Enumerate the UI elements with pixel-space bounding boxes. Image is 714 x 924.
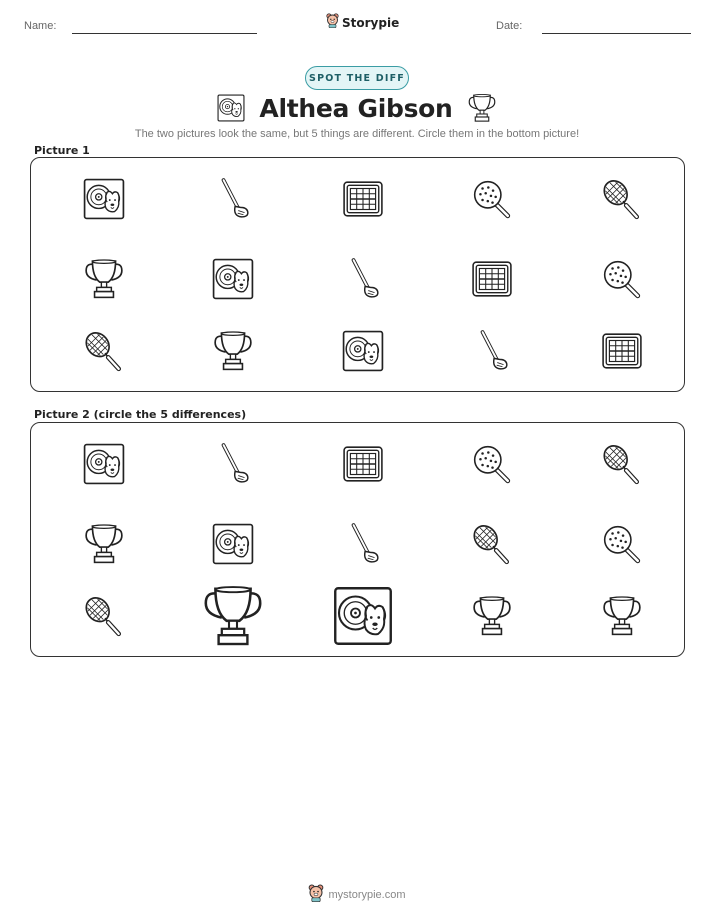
- golf-club-icon[interactable]: [212, 443, 254, 485]
- record-icon[interactable]: [83, 443, 125, 485]
- trophy-icon[interactable]: [83, 523, 125, 565]
- name-label: Name:: [24, 20, 57, 32]
- trophy-icon[interactable]: [471, 595, 513, 637]
- golf-club-icon[interactable]: [342, 258, 384, 300]
- page-title: Althea Gibson: [259, 93, 453, 123]
- bear-logo-icon: [326, 13, 339, 32]
- trophy-icon[interactable]: [83, 258, 125, 300]
- paddle-icon[interactable]: [471, 443, 513, 485]
- picture-1-panel: [30, 157, 685, 392]
- tennis-court-icon[interactable]: [601, 330, 643, 372]
- paddle-icon[interactable]: [601, 258, 643, 300]
- record-title-icon: [217, 94, 245, 122]
- instructions: The two pictures look the same, but 5 things are different. Circle them in the bottom picture!: [134, 128, 580, 140]
- trophy-icon[interactable]: [212, 330, 254, 372]
- trophy-icon[interactable]: [601, 595, 643, 637]
- date-line[interactable]: [542, 33, 691, 34]
- record-icon[interactable]: [212, 258, 254, 300]
- tennis-racket-icon[interactable]: [601, 178, 643, 220]
- paddle-icon[interactable]: [471, 178, 513, 220]
- trophy-title-icon: [467, 93, 497, 123]
- footer: [0, 884, 714, 906]
- spot-the-diff-badge: SPOT THE DIFF: [305, 66, 409, 90]
- name-line[interactable]: [72, 33, 257, 34]
- footer-text: mystorypie.com: [328, 889, 406, 901]
- record-icon[interactable]: [342, 330, 384, 372]
- tennis-court-icon[interactable]: [342, 443, 384, 485]
- golf-club-icon[interactable]: [212, 178, 254, 220]
- golf-club-icon[interactable]: [342, 523, 384, 565]
- paddle-icon[interactable]: [601, 523, 643, 565]
- logo-text: Storypie: [342, 15, 400, 30]
- tennis-racket-icon[interactable]: [83, 330, 125, 372]
- bear-footer-icon: [308, 884, 324, 906]
- tennis-court-icon[interactable]: [471, 258, 513, 300]
- picture-2-panel: [30, 422, 685, 657]
- storypie-logo: [326, 13, 399, 32]
- tennis-racket-icon[interactable]: [83, 595, 125, 637]
- picture-2-label: Picture 2 (circle the 5 differences): [34, 408, 247, 421]
- tennis-court-icon[interactable]: [342, 178, 384, 220]
- tennis-racket-icon[interactable]: [601, 443, 643, 485]
- record-icon[interactable]: [212, 523, 254, 565]
- date-label: Date:: [496, 20, 523, 32]
- record-icon[interactable]: [83, 178, 125, 220]
- trophy-icon[interactable]: [201, 584, 265, 648]
- golf-club-icon[interactable]: [471, 330, 513, 372]
- record-icon[interactable]: [333, 586, 393, 646]
- title-row: [0, 90, 714, 126]
- picture-1-label: Picture 1: [34, 144, 90, 157]
- tennis-racket-icon[interactable]: [471, 523, 513, 565]
